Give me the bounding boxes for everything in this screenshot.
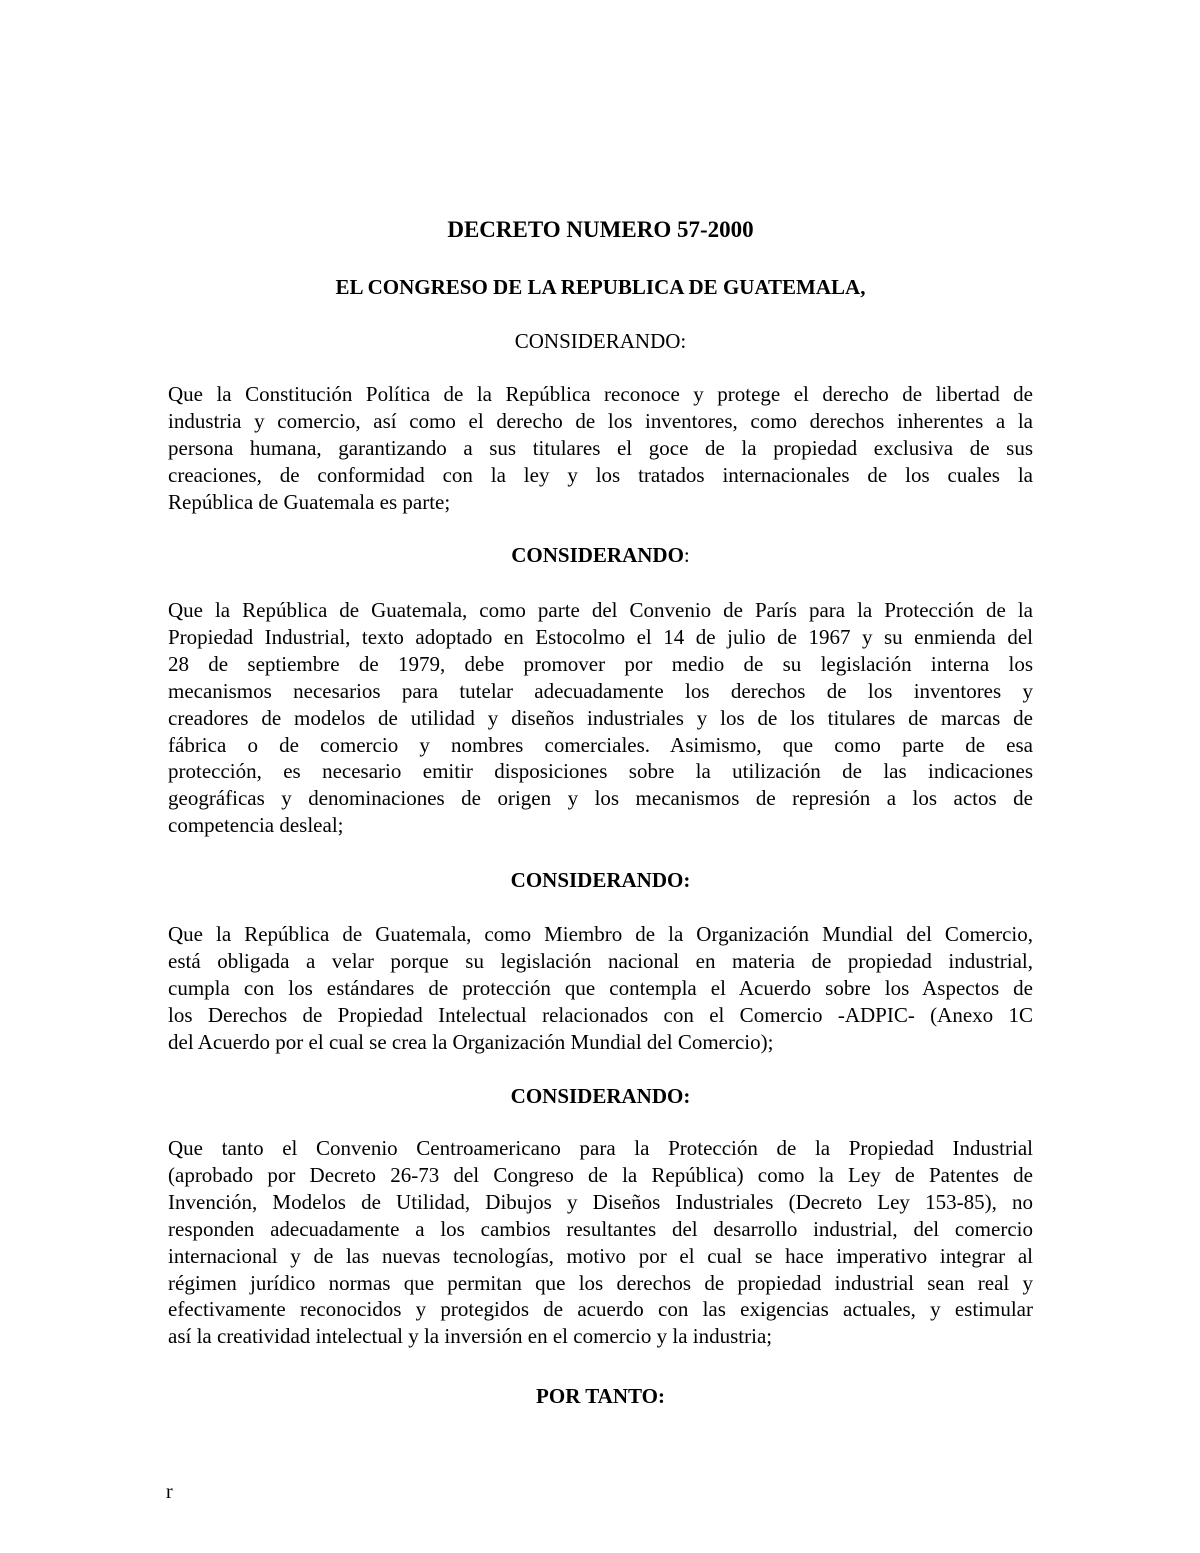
- paragraph-line: internacional y de las nuevas tecnologías, motivo por el cual se hace imperativo integrar al: [168, 1243, 1033, 1268]
- paragraph-line: industria y comercio, así como el derecho de los inventores, como derechos inherentes a la: [168, 408, 1033, 433]
- section-2-heading: [168, 542, 1033, 569]
- paragraph-line: Invención, Modelos de Utilidad, Dibujos y Diseños Industriales (Decreto Ley 153-85), no: [168, 1189, 1033, 1214]
- paragraph-line: del Acuerdo por el cual se crea la Organización Mundial del Comercio);: [168, 1029, 774, 1054]
- paragraph-line: Que tanto el Convenio Centroamericano para la Protección de la Propiedad Industrial: [168, 1136, 1033, 1160]
- paragraph-line: fábrica o de comercio y nombres comerciales. Asimismo, que como parte de esa: [168, 732, 1033, 757]
- paragraph-line: cumpla con los estándares de protección que contempla el Acuerdo sobre los Aspectos de: [168, 975, 1033, 1000]
- section-2-heading-text: CONSIDERANDO: [511, 543, 684, 567]
- paragraph-line: responden adecuadamente a los cambios resultantes del desarrollo industrial, del comercio: [168, 1216, 1033, 1241]
- section-4-heading: CONSIDERANDO:: [510, 1084, 691, 1108]
- paragraph-line: (aprobado por Decreto 26-73 del Congreso de la República) como la Ley de Patentes de: [168, 1162, 1033, 1187]
- section-2-heading-colon: :: [683, 543, 690, 567]
- paragraph-line: mecanismos necesarios para tutelar adecuadamente los derechos de los inventores y: [168, 678, 1033, 703]
- section-1-heading: CONSIDERANDO:: [514, 329, 687, 353]
- paragraph-line: así la creatividad intelectual y la inversión en el comercio y la industria;: [168, 1324, 773, 1349]
- paragraph-line: persona humana, garantizando a sus titulares el goce de la propiedad exclusiva de sus: [168, 435, 1033, 460]
- paragraph-line: República de Guatemala es parte;: [168, 489, 451, 514]
- footer-mark: r: [166, 1481, 173, 1503]
- paragraph-line: 28 de septiembre de 1979, debe promover por medio de su legislación interna los: [168, 651, 1033, 676]
- paragraph-line: régimen jurídico normas que permitan que los derechos de propiedad industrial sean real y: [168, 1270, 1033, 1295]
- paragraph-line: Que la República de Guatemala, como Miembro de la Organización Mundial del Comercio,: [168, 922, 1033, 946]
- section-4-paragraph: [168, 1135, 1033, 1350]
- section-3-paragraph: [168, 921, 1033, 1056]
- document-title: DECRETO NUMERO 57-2000: [447, 217, 754, 242]
- section-3-heading: CONSIDERANDO:: [510, 868, 691, 892]
- paragraph-line: efectivamente reconocidos y protegidos de acuerdo con las exigencias actuales, y estimular: [168, 1297, 1033, 1322]
- closing-heading: POR TANTO:: [536, 1384, 665, 1408]
- paragraph-line: los Derechos de Propiedad Intelectual relacionados con el Comercio -ADPIC- (Anexo 1C: [168, 1002, 1033, 1027]
- paragraph-line: está obligada a velar porque su legislación nacional en materia de propiedad industrial,: [168, 948, 1033, 973]
- section-2-paragraph: [168, 597, 1033, 839]
- paragraph-line: Que la República de Guatemala, como parte del Convenio de París para la Protección de la: [168, 598, 1033, 622]
- paragraph-line: Que la Constitución Política de la República reconoce y protege el derecho de libertad de: [168, 382, 1033, 406]
- paragraph-line: Propiedad Industrial, texto adoptado en Estocolmo el 14 de julio de 1967 y su enmienda del: [168, 624, 1033, 649]
- section-1-paragraph: [168, 381, 1033, 516]
- paragraph-line: creaciones, de conformidad con la ley y los tratados internacionales de los cuales la: [168, 462, 1033, 487]
- paragraph-line: protección, es necesario emitir disposiciones sobre la utilización de las indicaciones: [168, 759, 1033, 784]
- paragraph-line: competencia desleal;: [168, 813, 344, 838]
- document-subtitle: EL CONGRESO DE LA REPUBLICA DE GUATEMALA,: [335, 275, 866, 299]
- paragraph-line: creadores de modelos de utilidad y diseños industriales y los de los titulares de marcas de: [168, 705, 1033, 730]
- paragraph-line: geográficas y denominaciones de origen y los mecanismos de represión a los actos de: [168, 786, 1033, 811]
